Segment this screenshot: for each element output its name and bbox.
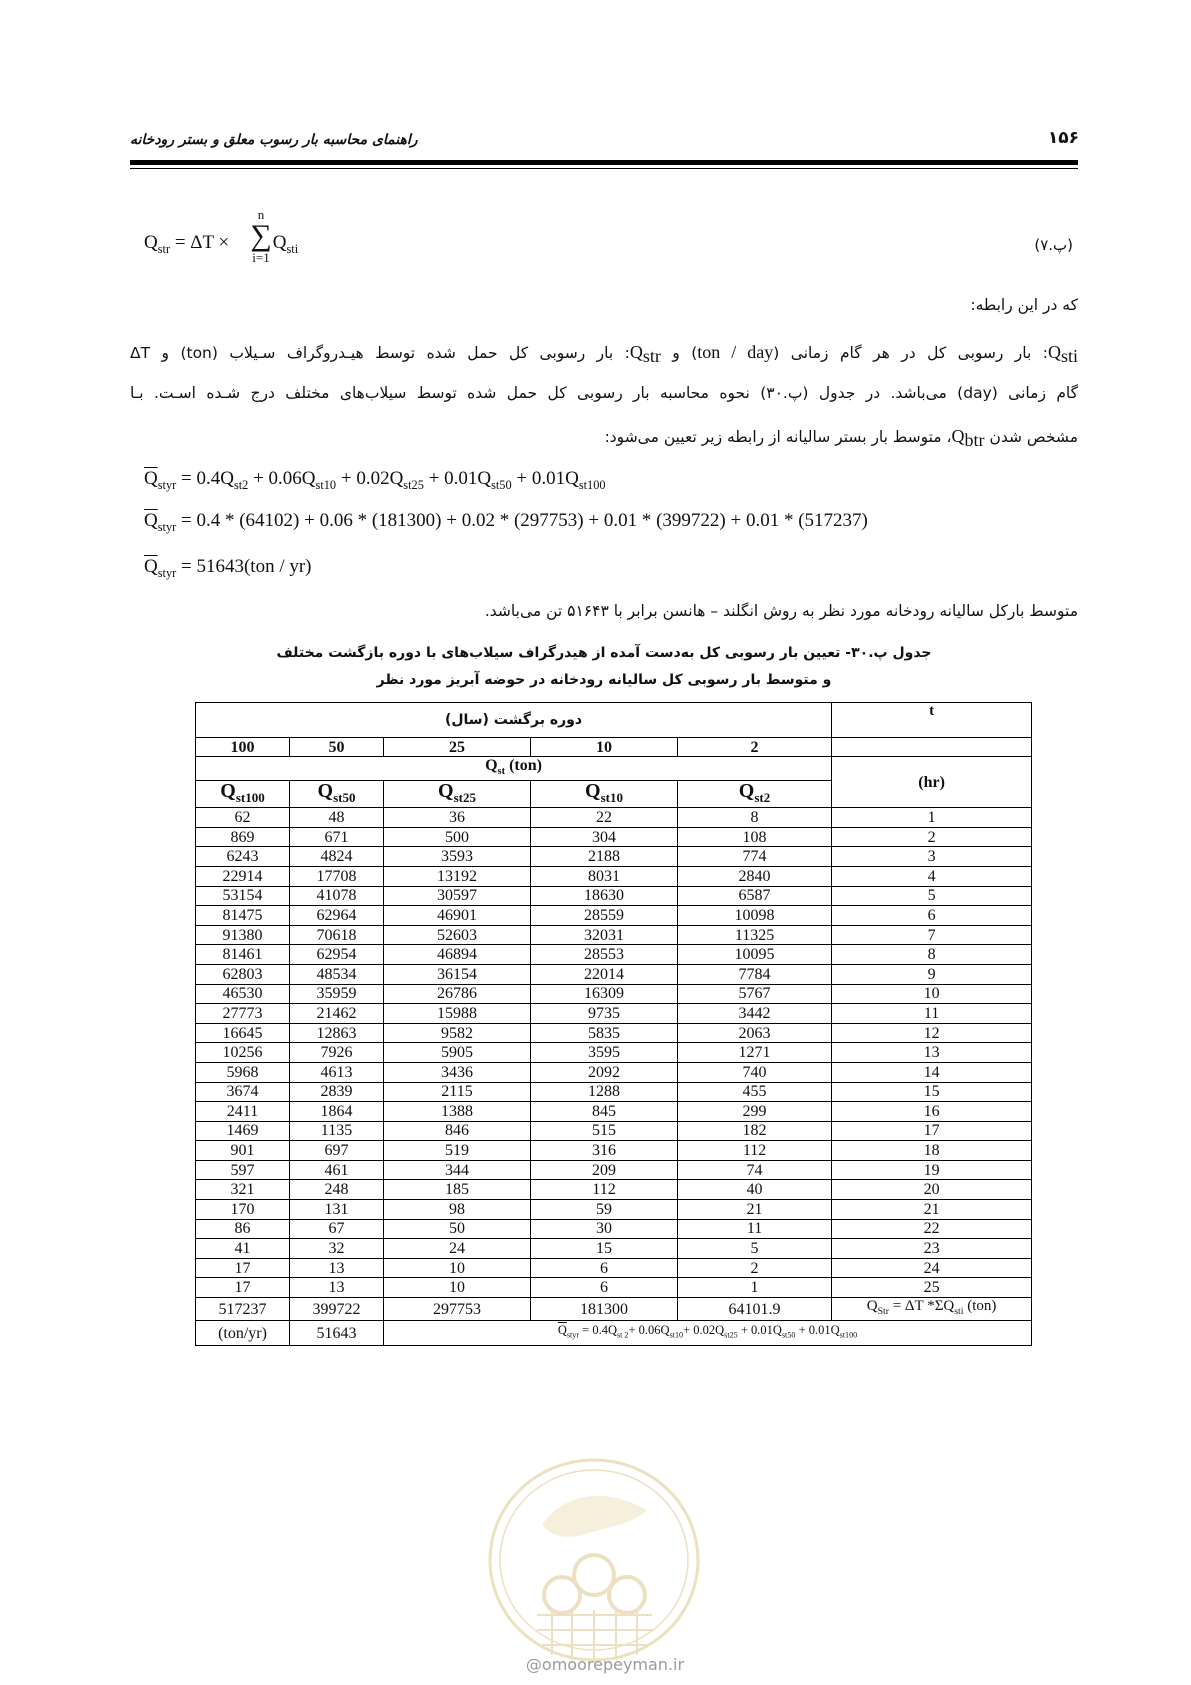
publisher-logo-watermark bbox=[482, 1455, 706, 1685]
table-row bbox=[196, 1023, 1032, 1043]
load-cell: 869 bbox=[196, 827, 290, 847]
load-cell: 86 bbox=[196, 1219, 290, 1239]
time-cell: 15 bbox=[832, 1082, 1032, 1102]
load-cell: 16645 bbox=[196, 1023, 290, 1043]
t-header: t bbox=[832, 703, 1032, 738]
load-cell: 40 bbox=[678, 1180, 832, 1200]
load-cell: 461 bbox=[290, 1160, 384, 1180]
table-row bbox=[196, 827, 1032, 847]
load-cell: 30597 bbox=[384, 886, 531, 906]
load-cell: 170 bbox=[196, 1200, 290, 1220]
load-cell: 9735 bbox=[531, 1004, 678, 1024]
load-cell: 13 bbox=[290, 1278, 384, 1298]
def1-text-a: : بار رسوبی کل در هر گام زمانی ( bbox=[773, 344, 1048, 362]
load-cell: 2092 bbox=[531, 1062, 678, 1082]
table-row bbox=[196, 1043, 1032, 1063]
equation-label: (پ.۷) bbox=[1034, 236, 1073, 254]
load-cell: 62 bbox=[196, 808, 290, 828]
load-cell: 46901 bbox=[384, 906, 531, 926]
def3-text-b: ، متوسط بار بستر سالیانه از رابطه زیر تعیین می‌شود: bbox=[604, 428, 952, 446]
sum-cell: 399722 bbox=[290, 1298, 384, 1321]
sediment-load-table bbox=[195, 702, 1032, 1346]
time-cell: 25 bbox=[832, 1278, 1032, 1298]
load-cell: 2839 bbox=[290, 1082, 384, 1102]
load-cell: 28553 bbox=[531, 945, 678, 965]
sum-cell: 517237 bbox=[196, 1298, 290, 1321]
load-cell: 304 bbox=[531, 827, 678, 847]
load-cell: 3593 bbox=[384, 847, 531, 867]
load-cell: 4824 bbox=[290, 847, 384, 867]
load-cell: 36154 bbox=[384, 964, 531, 984]
time-cell: 13 bbox=[832, 1043, 1032, 1063]
para-def1 bbox=[130, 342, 1078, 367]
formula-1-lhs-sub: styr bbox=[157, 477, 177, 492]
table-row bbox=[196, 1180, 1032, 1200]
formula-3-rhs: = 51643(ton / yr) bbox=[181, 556, 312, 577]
table-row bbox=[196, 1082, 1032, 1102]
load-cell: 7784 bbox=[678, 964, 832, 984]
load-cell: 26786 bbox=[384, 984, 531, 1004]
formula-1-rhs: = $0.4Q_{st2} + 0.06Q_{st10} + 0.02Q_{st25} + 0.01Q_{st50} + 0.01Q_{st100}$ bbox=[181, 468, 606, 492]
load-cell: 46530 bbox=[196, 984, 290, 1004]
formula-3 bbox=[144, 556, 312, 581]
load-cell: 515 bbox=[531, 1121, 678, 1141]
load-cell: 774 bbox=[678, 847, 832, 867]
running-header-title: راهنمای محاسبه بار رسوب معلق و بستر رودخانه bbox=[130, 132, 418, 148]
return-period-row bbox=[196, 738, 1032, 757]
load-cell: 901 bbox=[196, 1141, 290, 1161]
formula-1-lhs: $\overline{Q}$ bbox=[144, 468, 158, 489]
load-cell: 248 bbox=[290, 1180, 384, 1200]
load-cell: 108 bbox=[678, 827, 832, 847]
time-cell: 18 bbox=[832, 1141, 1032, 1161]
time-cell: 8 bbox=[832, 945, 1032, 965]
load-cell: 671 bbox=[290, 827, 384, 847]
q-str-sub: str bbox=[642, 346, 661, 367]
table-row bbox=[196, 906, 1032, 926]
page-number: ۱۵۶ bbox=[1047, 128, 1079, 148]
load-cell: 3595 bbox=[531, 1043, 678, 1063]
load-cell: 35959 bbox=[290, 984, 384, 1004]
annual-row bbox=[196, 1321, 1032, 1346]
formula-2-lhs-sub: styr bbox=[157, 519, 177, 534]
formula-3-lhs-sub: styr bbox=[157, 565, 177, 580]
table-row bbox=[196, 808, 1032, 828]
sigma-symbol: ∑ bbox=[250, 219, 272, 252]
formula-2-rhs: = 0.4 * (64102) + 0.06 * (181300) + 0.02 * (297753) + 0.01 * (399722) + 0.01 * (517237) bbox=[181, 510, 868, 531]
eq-lhs-sub: str bbox=[157, 241, 171, 256]
load-cell: 11 bbox=[678, 1219, 832, 1239]
annual-unit-cell: (ton/yr) bbox=[196, 1321, 290, 1346]
load-cell: 22014 bbox=[531, 964, 678, 984]
load-cell: 30 bbox=[531, 1219, 678, 1239]
return-period-cell: 25 bbox=[384, 738, 531, 757]
return-period-cell: 2 bbox=[678, 738, 832, 757]
return-period-header: دوره برگشت (سال) bbox=[196, 703, 832, 738]
load-cell: 6587 bbox=[678, 886, 832, 906]
load-cell: 24 bbox=[384, 1239, 531, 1259]
hr-header: (hr) bbox=[832, 757, 1032, 808]
table-row bbox=[196, 945, 1032, 965]
formula-2 bbox=[144, 510, 868, 535]
time-cell: 2 bbox=[832, 827, 1032, 847]
load-cell: 131 bbox=[290, 1200, 384, 1220]
time-cell: 20 bbox=[832, 1180, 1032, 1200]
load-cell: 62954 bbox=[290, 945, 384, 965]
load-cell: 52603 bbox=[384, 925, 531, 945]
load-cell: 209 bbox=[531, 1160, 678, 1180]
q-btr: Q bbox=[951, 426, 965, 446]
load-cell: 740 bbox=[678, 1062, 832, 1082]
load-cell: 13 bbox=[290, 1258, 384, 1278]
table-row bbox=[196, 1141, 1032, 1161]
load-cell: 16309 bbox=[531, 984, 678, 1004]
load-cell: 9582 bbox=[384, 1023, 531, 1043]
load-cell: 299 bbox=[678, 1102, 832, 1122]
table-caption-line2: و متوسط بار رسوبی کل سالیانه رودخانه در حوضه آبریز مورد نظر bbox=[376, 672, 832, 688]
return-period-cell: 100 bbox=[196, 738, 290, 757]
load-cell: 81461 bbox=[196, 945, 290, 965]
load-cell: 1135 bbox=[290, 1121, 384, 1141]
load-cell: 112 bbox=[678, 1141, 832, 1161]
load-cell: 67 bbox=[290, 1219, 384, 1239]
load-cell: 13192 bbox=[384, 866, 531, 886]
time-cell: 24 bbox=[832, 1258, 1032, 1278]
time-cell: 17 bbox=[832, 1121, 1032, 1141]
eq-term: Q bbox=[272, 232, 287, 253]
load-cell: 32031 bbox=[531, 925, 678, 945]
load-cell: 185 bbox=[384, 1180, 531, 1200]
return-period-cell: 50 bbox=[290, 738, 384, 757]
load-cell: 10098 bbox=[678, 906, 832, 926]
load-cell: 1 bbox=[678, 1278, 832, 1298]
load-cell: 5835 bbox=[531, 1023, 678, 1043]
time-cell: 14 bbox=[832, 1062, 1032, 1082]
load-cell: 4613 bbox=[290, 1062, 384, 1082]
load-cell: 48 bbox=[290, 808, 384, 828]
load-cell: 1864 bbox=[290, 1102, 384, 1122]
table-row bbox=[196, 1219, 1032, 1239]
load-cell: 2411 bbox=[196, 1102, 290, 1122]
load-cell: 17708 bbox=[290, 866, 384, 886]
sigma-bottom: i=1 bbox=[252, 250, 270, 265]
load-cell: 41078 bbox=[290, 886, 384, 906]
table-row bbox=[196, 984, 1032, 1004]
q-column-header: $Q_{st50}$ bbox=[290, 781, 384, 808]
table-row bbox=[196, 1004, 1032, 1024]
table-row bbox=[196, 925, 1032, 945]
eq-rhs: = ΔT × bbox=[174, 232, 230, 253]
time-cell: 6 bbox=[832, 906, 1032, 926]
summation-sigma bbox=[246, 208, 276, 266]
load-cell: 5968 bbox=[196, 1062, 290, 1082]
time-cell: 11 bbox=[832, 1004, 1032, 1024]
table-row bbox=[196, 847, 1032, 867]
load-cell: 182 bbox=[678, 1121, 832, 1141]
load-cell: 3674 bbox=[196, 1082, 290, 1102]
table-row bbox=[196, 886, 1032, 906]
watermark-url: @omoorepeyman.ir bbox=[525, 1655, 685, 1674]
load-cell: 6 bbox=[531, 1258, 678, 1278]
load-cell: 17 bbox=[196, 1258, 290, 1278]
formula-1 bbox=[144, 468, 606, 493]
time-cell: 1 bbox=[832, 808, 1032, 828]
eq-term-sub: sti bbox=[286, 241, 299, 256]
load-cell: 321 bbox=[196, 1180, 290, 1200]
load-cell: 597 bbox=[196, 1160, 290, 1180]
header-rule-thin bbox=[130, 168, 1078, 169]
load-cell: 519 bbox=[384, 1141, 531, 1161]
para-intro: که در این رابطه: bbox=[970, 296, 1078, 314]
load-cell: 3436 bbox=[384, 1062, 531, 1082]
load-cell: 21462 bbox=[290, 1004, 384, 1024]
def1-text-b: ) و bbox=[660, 344, 698, 362]
table-row bbox=[196, 1121, 1032, 1141]
load-cell: 344 bbox=[384, 1160, 531, 1180]
load-cell: 5767 bbox=[678, 984, 832, 1004]
load-cell: 41 bbox=[196, 1239, 290, 1259]
table-row bbox=[196, 1200, 1032, 1220]
t-spacer-cell bbox=[832, 738, 1032, 757]
table-row bbox=[196, 866, 1032, 886]
sum-label-cell: $Q_{Str} = \Delta T$ $*\Sigma Q_{sti}$ (ton) bbox=[832, 1298, 1032, 1321]
load-cell: 22914 bbox=[196, 866, 290, 886]
load-cell: 2063 bbox=[678, 1023, 832, 1043]
formula-3-lhs: $\overline{Q}$ bbox=[144, 556, 158, 577]
load-cell: 5905 bbox=[384, 1043, 531, 1063]
time-cell: 19 bbox=[832, 1160, 1032, 1180]
sigma-top: n bbox=[257, 207, 265, 222]
time-cell: 3 bbox=[832, 847, 1032, 867]
time-cell: 7 bbox=[832, 925, 1032, 945]
annual-formula-cell: $\overline{Q}_{styr} = 0.4Q_{st 2}+ 0.06Q_{st10}+ 0.02Q_{st25} + 0.01Q_{st50} + 0.01Q_{st100}$ bbox=[384, 1321, 1032, 1346]
load-cell: 74 bbox=[678, 1160, 832, 1180]
load-cell: 1388 bbox=[384, 1102, 531, 1122]
header-rule-thick bbox=[130, 160, 1078, 165]
return-period-cell: 10 bbox=[531, 738, 678, 757]
load-cell: 70618 bbox=[290, 925, 384, 945]
load-cell: 7926 bbox=[290, 1043, 384, 1063]
load-cell: 2 bbox=[678, 1258, 832, 1278]
q-sti-sub: sti bbox=[1060, 346, 1078, 367]
sum-row bbox=[196, 1298, 1032, 1321]
load-cell: 2115 bbox=[384, 1082, 531, 1102]
q-str: Q bbox=[629, 342, 643, 362]
load-cell: 50 bbox=[384, 1219, 531, 1239]
load-cell: 500 bbox=[384, 827, 531, 847]
def1-unit: ton / day bbox=[697, 342, 774, 362]
table-row bbox=[196, 1258, 1032, 1278]
load-cell: 18630 bbox=[531, 886, 678, 906]
table-row bbox=[196, 1239, 1032, 1259]
load-cell: 1288 bbox=[531, 1082, 678, 1102]
time-cell: 10 bbox=[832, 984, 1032, 1004]
load-cell: 32 bbox=[290, 1239, 384, 1259]
load-cell: 6 bbox=[531, 1278, 678, 1298]
load-cell: 1271 bbox=[678, 1043, 832, 1063]
time-cell: 16 bbox=[832, 1102, 1032, 1122]
load-cell: 3442 bbox=[678, 1004, 832, 1024]
load-cell: 5 bbox=[678, 1239, 832, 1259]
load-cell: 59 bbox=[531, 1200, 678, 1220]
table-row bbox=[196, 1062, 1032, 1082]
load-cell: 36 bbox=[384, 808, 531, 828]
load-cell: 53154 bbox=[196, 886, 290, 906]
q-column-header: $Q_{st25}$ bbox=[384, 781, 531, 808]
q-sti: Q bbox=[1047, 342, 1061, 362]
eq-lhs: Q bbox=[144, 232, 158, 253]
time-cell: 22 bbox=[832, 1219, 1032, 1239]
q-column-header: $Q_{st10}$ bbox=[531, 781, 678, 808]
load-cell: 81475 bbox=[196, 906, 290, 926]
para-def2: گام زمانی (day) می‌باشد. در جدول (پ.۳۰) نحوه محاسبه بار رسوبی کل حمل شده توسط سیلاب‌های مختلف درج شـده اسـت. بـا bbox=[130, 384, 1079, 402]
annual-value-cell: 51643 bbox=[290, 1321, 384, 1346]
load-cell: 2188 bbox=[531, 847, 678, 867]
load-cell: 98 bbox=[384, 1200, 531, 1220]
load-cell: 697 bbox=[290, 1141, 384, 1161]
load-cell: 112 bbox=[531, 1180, 678, 1200]
time-cell: 9 bbox=[832, 964, 1032, 984]
load-cell: 8031 bbox=[531, 866, 678, 886]
load-cell: 6243 bbox=[196, 847, 290, 867]
load-cell: 12863 bbox=[290, 1023, 384, 1043]
load-cell: 27773 bbox=[196, 1004, 290, 1024]
table-row bbox=[196, 964, 1032, 984]
formula-2-lhs: $\overline{Q}$ bbox=[144, 510, 158, 531]
time-cell: 12 bbox=[832, 1023, 1032, 1043]
load-cell: 846 bbox=[384, 1121, 531, 1141]
time-cell: 23 bbox=[832, 1239, 1032, 1259]
qst-unit-header: $Q_{st}$ (ton) bbox=[196, 757, 832, 781]
load-cell: 10095 bbox=[678, 945, 832, 965]
load-cell: 10 bbox=[384, 1278, 531, 1298]
load-cell: 62803 bbox=[196, 964, 290, 984]
load-cell: 455 bbox=[678, 1082, 832, 1102]
load-cell: 316 bbox=[531, 1141, 678, 1161]
load-cell: 10256 bbox=[196, 1043, 290, 1063]
load-cell: 15 bbox=[531, 1239, 678, 1259]
q-column-header: $Q_{st100}$ bbox=[196, 781, 290, 808]
load-cell: 62964 bbox=[290, 906, 384, 926]
load-cell: 10 bbox=[384, 1258, 531, 1278]
load-cell: 11325 bbox=[678, 925, 832, 945]
sum-cell: 297753 bbox=[384, 1298, 531, 1321]
sum-cell: 181300 bbox=[531, 1298, 678, 1321]
load-cell: 22 bbox=[531, 808, 678, 828]
time-cell: 5 bbox=[832, 886, 1032, 906]
def3-text-a: مشخص شدن bbox=[984, 428, 1078, 446]
load-cell: 91380 bbox=[196, 925, 290, 945]
table-row bbox=[196, 1278, 1032, 1298]
sum-cell: 64101.9 bbox=[678, 1298, 832, 1321]
load-cell: 1469 bbox=[196, 1121, 290, 1141]
load-cell: 21 bbox=[678, 1200, 832, 1220]
load-cell: 28559 bbox=[531, 906, 678, 926]
load-cell: 8 bbox=[678, 808, 832, 828]
time-cell: 4 bbox=[832, 866, 1032, 886]
load-cell: 48534 bbox=[290, 964, 384, 984]
load-cell: 46894 bbox=[384, 945, 531, 965]
load-cell: 2840 bbox=[678, 866, 832, 886]
table-row bbox=[196, 1160, 1032, 1180]
load-cell: 15988 bbox=[384, 1004, 531, 1024]
para-result: متوسط بارکل سالیانه رودخانه مورد نظر به روش انگلند – هانسن برابر با ۵۱۶۴۳ تن می‌باشد. bbox=[484, 602, 1078, 620]
load-cell: 845 bbox=[531, 1102, 678, 1122]
table-caption-line1: جدول پ.۳۰- تعیین بار رسوبی کل به‌دست آمده از هیدرگراف سیلاب‌های با دوره بازگشت مختلف bbox=[276, 645, 932, 661]
para-def3 bbox=[130, 426, 1078, 451]
q-column-header: $Q_{st2}$ bbox=[678, 781, 832, 808]
def1-text-c: : بار رسوبی کل حمل شده توسط هیـدروگراف سـیلاب (ton) و ΔT bbox=[130, 344, 630, 362]
q-btr-sub: btr bbox=[964, 430, 985, 451]
load-cell: 17 bbox=[196, 1278, 290, 1298]
time-cell: 21 bbox=[832, 1200, 1032, 1220]
table-row bbox=[196, 1102, 1032, 1122]
